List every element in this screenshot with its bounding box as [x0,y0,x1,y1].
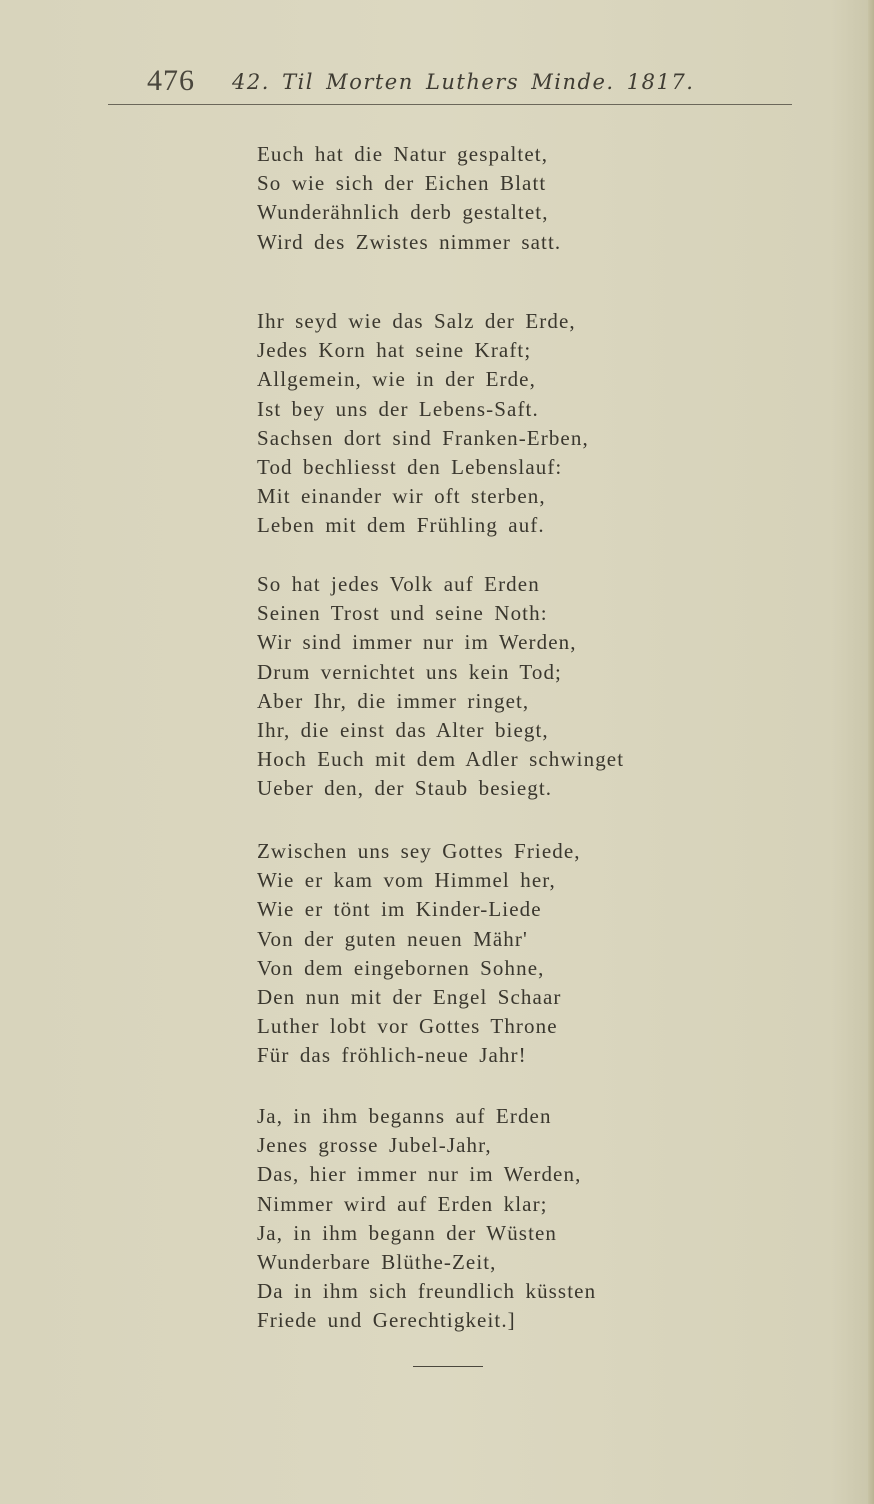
page-header [0,58,874,108]
poem-line: Hoch Euch mit dem Adler schwinget [257,747,625,772]
stanza [257,570,624,804]
poem-line: Ist bey uns der Lebens-Saft. [257,396,539,421]
poem-line: Allgemein, wie in der Erde, [257,367,536,392]
header-rule [108,104,792,105]
poem-line: Für das fröhlich-neue Jahr! [257,1043,527,1068]
poem-line: Luther lobt vor Gottes Throne [257,1014,558,1039]
stanza [257,1102,596,1336]
poem-line: Zwischen uns sey Gottes Friede, [257,839,581,863]
running-title: 42. Til Morten Luthers Minde. 1817. [232,70,695,94]
poem-line: Mit einander wir oft sterben, [257,484,546,509]
poem-line: Drum vernichtet uns kein Tod; [257,659,562,684]
poem-line: Seinen Trost und seine Noth: [257,601,548,626]
poem-line: Von dem eingebornen Sohne, [257,955,545,980]
poem-line: Ueber den, der Staub besiegt. [257,776,553,801]
poem-line: Wunderbare Blüthe-Zeit, [257,1249,497,1274]
page-edge [868,0,874,1504]
poem-line: So wie sich der Eichen Blatt [257,171,547,196]
poem-line: Jedes Korn hat seine Kraft; [257,338,532,363]
poem-line: Jenes grosse Jubel-Jahr, [257,1133,492,1158]
poem-line: Tod bechliesst den Lebenslauf: [257,454,563,479]
poem-line: Wunderähnlich derb gestaltet, [257,200,549,225]
page-number: 476 [147,64,195,97]
stanza [257,837,581,1071]
poem-line: Leben mit dem Frühling auf. [257,513,545,538]
poem-line: Den nun mit der Engel Schaar [257,984,562,1009]
stanza [257,140,561,257]
poem-line: Wie er tönt im Kinder-Liede [257,897,542,922]
poem-line: Friede und Gerechtigkeit.] [257,1308,516,1333]
poem-line: Wie er kam vom Himmel her, [257,868,556,893]
poem-line: Euch hat die Natur gespaltet, [257,142,549,166]
poem-line: Ja, in ihm begann der Wüsten [257,1220,558,1245]
poem-line: Wir sind immer nur im Werden, [257,630,577,655]
poem-line: Das, hier immer nur im Werden, [257,1162,582,1187]
poem-line: Wird des Zwistes nimmer satt. [257,229,562,254]
poem-line: Nimmer wird auf Erden klar; [257,1191,548,1216]
poem-line: Aber Ihr, die immer ringet, [257,688,530,713]
poem-line: So hat jedes Volk auf Erden [257,572,540,596]
poem-line: Von der guten neuen Mähr' [257,926,528,951]
poem-line: Ihr seyd wie das Salz der Erde, [257,309,576,333]
poem-line: Ihr, die einst das Alter biegt, [257,717,549,742]
poem-line: Da in ihm sich freundlich küssten [257,1279,597,1304]
stanza [257,307,589,541]
poem-line: Sachsen dort sind Franken-Erben, [257,425,589,450]
end-rule [413,1366,483,1367]
poem-line: Ja, in ihm beganns auf Erden [257,1104,552,1128]
